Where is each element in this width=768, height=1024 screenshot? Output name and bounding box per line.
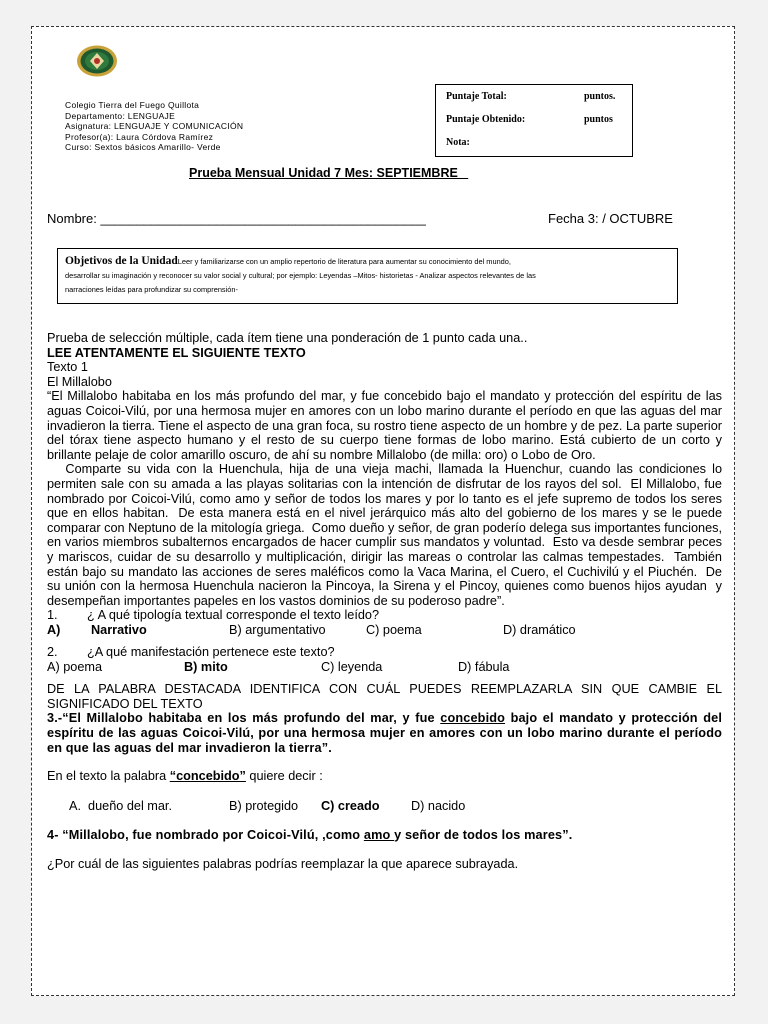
text-title: El Millalobo xyxy=(47,374,112,389)
exam-page xyxy=(31,26,735,996)
question-2-options xyxy=(47,660,722,682)
department: Departamento: LENGUAJE xyxy=(65,110,176,121)
q1-option-b[interactable]: B) argumentativo xyxy=(229,623,326,638)
total-score-unit: puntos. xyxy=(584,91,616,102)
subject: Asignatura: LENGUAJE Y COMUNICACIÓN xyxy=(65,121,244,131)
text-label: Texto 1 xyxy=(47,360,88,375)
q3-quote-after: bajo el mandato y protección del espíritu de las aguas Coicoi-Vilú, por una hermosa mujer en amores con un lobo marino durante el período en que las aguas del mar invadieron la tierra”. xyxy=(47,711,723,755)
question-1 xyxy=(47,608,722,623)
question-1-text: ¿ A qué tipología textual corresponde el texto leído? xyxy=(87,608,380,623)
question-3-prompt xyxy=(47,769,722,784)
teacher: Profesor(a): Laura Córdova Ramírez xyxy=(65,131,214,142)
q1-option-c[interactable]: C) poema xyxy=(366,623,422,638)
course: Curso: Sextos básicos Amarillo- Verde xyxy=(65,142,221,152)
story-paragraph-2: Comparte su vida con la Huenchula, hija de una vieja machi, llamada la Huenchur, cuando las condiciones lo permiten sale con su amada a las playas solitarias con la intención de disfrutar de los rayos del sol. El Millalobo, fue nombrado por Coicoi-Vilú, como amo y señor de todos los mares y por lo tanto es el jefe supremo de todos los seres que en ellos habitan. De esta manera está en el nivel jerárquico más alto del gobierno de los mares y se le puede comparar con Neptuno de la mitología griega. Como dueño y señor, de gran poderío delega sus importantes funciones, en varios miembros subalternos encargados de hacer cumplir sus mandatos y voluntad. Esto va desde sembrar peces y mariscos, cuidar de su desarrollo y multiplicación, dirigir las mareas o controlar las calmas tempestades. También están bajo su mandato las acciones de seres maléficos como la Vaca Marina, el Cuero, el Cuchivilú y el Piuchén. De su unión con la hermosa Huenchula nacieron la Pincoya, la Sirena y el Pincoy, quienes como buenos hijos ayudan y desempeñan importantes papeles en los vastos dominios de su poderoso padre”. xyxy=(47,462,726,608)
question-1-options xyxy=(47,623,722,645)
objectives-title: Objetivos de la Unidad xyxy=(65,255,178,267)
q1-option-a[interactable]: Narrativo xyxy=(91,623,147,638)
grade-label: Nota: xyxy=(446,137,470,148)
obtained-score-unit: puntos xyxy=(584,114,613,125)
objectives-box xyxy=(57,248,678,304)
exam-body xyxy=(47,331,726,872)
question-1-number: 1. xyxy=(47,608,58,623)
total-score-label: Puntaje Total: xyxy=(446,91,507,102)
question-2 xyxy=(47,645,722,660)
date-field: Fecha 3: / OCTUBRE xyxy=(548,211,673,226)
obtained-score-label: Puntaje Obtenido: xyxy=(446,114,526,125)
question-3-quote xyxy=(47,711,722,755)
q3-option-d[interactable]: D) nacido xyxy=(411,798,466,813)
section-instruction: DE LA PALABRA DESTACADA IDENTIFICA CON CUÁL PUEDES REEMPLAZARLA SIN QUE CAMBIE EL SIGNIFICADO DEL TEXTO xyxy=(47,682,722,711)
q3-prompt-word: “concebido” xyxy=(169,769,246,784)
question-4-quote xyxy=(47,828,722,843)
objectives-text-3: narraciones leídas para profundizar su comprensión- xyxy=(65,285,238,294)
q4-quote-before: 4- “Millalobo, fue nombrado por Coicoi-Vilú, ,como xyxy=(47,827,364,842)
q1-option-a-letter[interactable]: A) xyxy=(47,623,61,638)
q4-highlighted-word: amo xyxy=(363,827,395,842)
q2-option-a[interactable]: A) poema xyxy=(47,660,103,675)
question-2-text: ¿A qué manifestación pertenece este texto? xyxy=(87,645,335,660)
page-title: Prueba Mensual Unidad 7 Mes: SEPTIEMBRE xyxy=(189,166,469,180)
score-box xyxy=(435,84,633,157)
objectives-text-2: desarrollar su imaginación y reconocer su valor social y cultural; por ejemplo: Leyendas –Mitos- historietas - Analizar aspectos relevantes de las xyxy=(65,271,536,280)
q2-option-c[interactable]: C) leyenda xyxy=(321,660,383,675)
q1-option-d[interactable]: D) dramático xyxy=(503,623,576,638)
question-2-number: 2. xyxy=(47,645,58,660)
question-4-prompt: ¿Por cuál de las siguientes palabras podrías reemplazar la que aparece subrayada. xyxy=(47,857,519,872)
q3-option-c[interactable]: C) creado xyxy=(321,798,380,813)
q3-prompt-before: En el texto la palabra xyxy=(47,769,170,784)
q3-option-a[interactable]: A. dueño del mar. xyxy=(69,798,172,813)
q3-prompt-after: quiere decir : xyxy=(245,769,323,784)
name-field[interactable]: Nombre: _____________________________________________ xyxy=(47,211,426,226)
school-logo-icon xyxy=(76,44,118,78)
q3-quote-before: 3.-“El Millalobo habitaba en los más profundo del mar, y fue xyxy=(47,711,441,726)
q3-highlighted-word: concebido xyxy=(440,711,506,726)
reading-instruction: LEE ATENTAMENTE EL SIGUIENTE TEXTO xyxy=(47,345,306,360)
q4-quote-after: y señor de todos los mares”. xyxy=(394,827,573,842)
story-paragraph-1: “El Millalobo habitaba en los más profundo del mar, y fue concebido bajo el mandato y protección del espíritu de las aguas Coicoi-Vilú, por una hermosa mujer en amores con un lobo marino durante el período en que las aguas del mar invadieron la tierra. Tiene el aspecto de una gran foca, su rostro tiene aspecto de un hombre y de pez. La parte superior del tórax tiene aspecto humano y el resto de su cuerpo tiene formas de lobo marino. Está cubierto de un corto y brillante pelaje de color amarillo oscuro, de ahí su nombre Millalobo (de milla: oro) o Lobo de Oro. xyxy=(47,389,722,462)
q2-option-d[interactable]: D) fábula xyxy=(458,660,510,675)
q2-option-b[interactable]: B) mito xyxy=(184,660,228,675)
school-name: Colegio Tierra del Fuego Quillota xyxy=(65,100,200,110)
school-info xyxy=(65,100,243,153)
intro-text: Prueba de selección múltiple, cada ítem tiene una ponderación de 1 punto cada una.. xyxy=(47,331,528,345)
objectives-text-1: Leer y familiarizarse con un amplio repertorio de literatura para aumentar su conocimiento del mundo, xyxy=(177,257,511,266)
question-3-options xyxy=(47,799,722,828)
q3-option-b[interactable]: B) protegido xyxy=(229,798,299,813)
